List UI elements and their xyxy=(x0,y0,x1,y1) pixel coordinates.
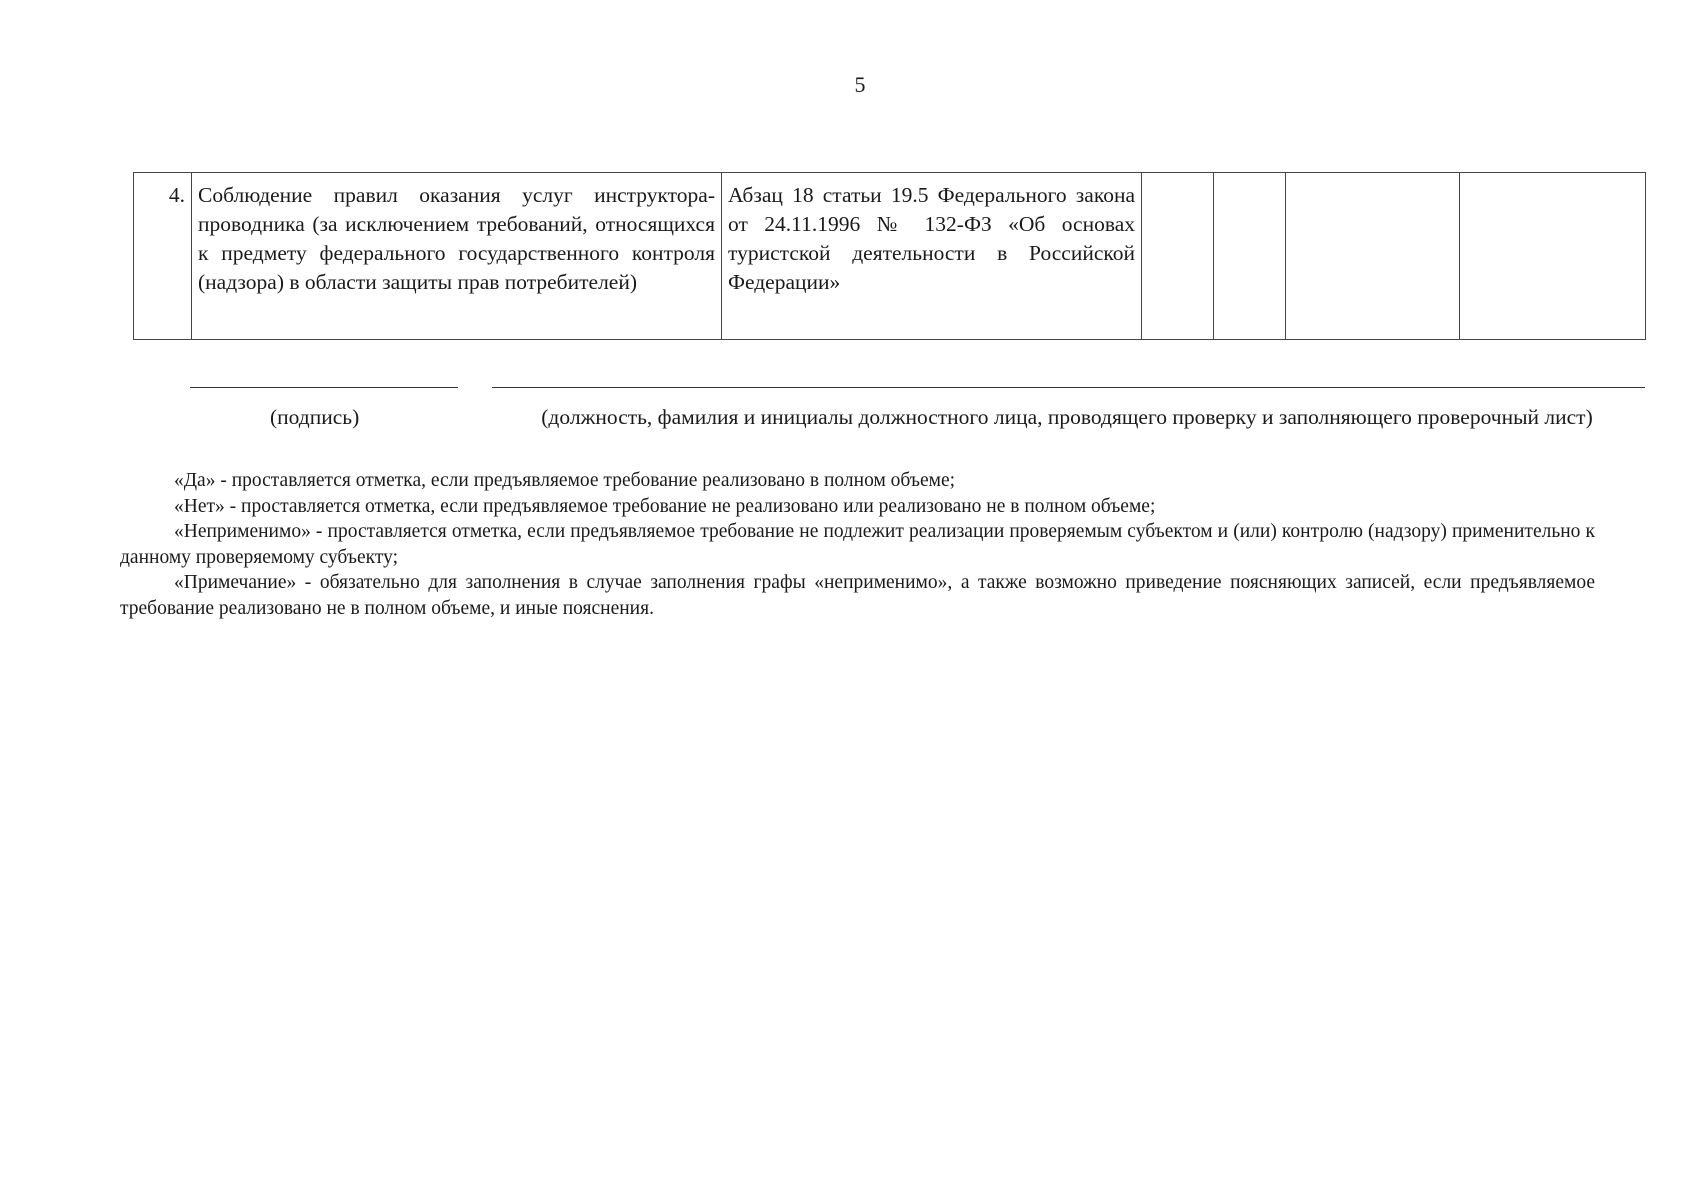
note-no: «Нет» - проставляется отметка, если предъявляемое требование не реализовано или реализовано не в полном объеме; xyxy=(174,495,1156,517)
note-remark: «Примечание» - обязательно для заполнения в случае заполнения графы «неприменимо», а также возможно приведение поясняющих записей, если предъявляемое требование реализовано не в полном объеме, и иные пояснения. xyxy=(120,572,1595,619)
row-number: 4. xyxy=(134,173,192,340)
note-yes: «Да» - проставляется отметка, если предъявляемое требование реализовано в полном объеме; xyxy=(174,470,956,491)
signature-line xyxy=(190,387,458,388)
no-cell xyxy=(1214,173,1286,340)
notes xyxy=(120,468,1595,621)
not-applicable-cell xyxy=(1286,173,1460,340)
table-row xyxy=(134,173,1646,340)
legal-basis-cell: Абзац 18 статьи 19.5 Федерального закона от 24.11.1996 № 132-ФЗ «Об основах туристской деятельности в Российской Федерации» xyxy=(722,173,1142,340)
official-caption: (должность, фамилия и инициалы должностного лица, проводящего проверку и заполняющего проверочный лист) xyxy=(541,405,1593,429)
official-line xyxy=(492,387,1645,388)
note-not-applicable: «Неприменимо» - проставляется отметка, если предъявляемое требование не подлежит реализации проверяемым субъектом и (или) контролю (надзору) применительно к данному проверяемому субъекту; xyxy=(120,521,1595,568)
note-cell xyxy=(1460,173,1646,340)
signature-caption: (подпись) xyxy=(270,405,360,429)
requirement-cell: Соблюдение правил оказания услуг инструктора-проводника (за исключением требований, относящихся к предмету федерального государственного контроля (надзора) в области защиты прав потребителей) xyxy=(192,173,722,340)
checklist-table xyxy=(133,172,1646,340)
page-number: 5 xyxy=(854,72,866,97)
yes-cell xyxy=(1142,173,1214,340)
